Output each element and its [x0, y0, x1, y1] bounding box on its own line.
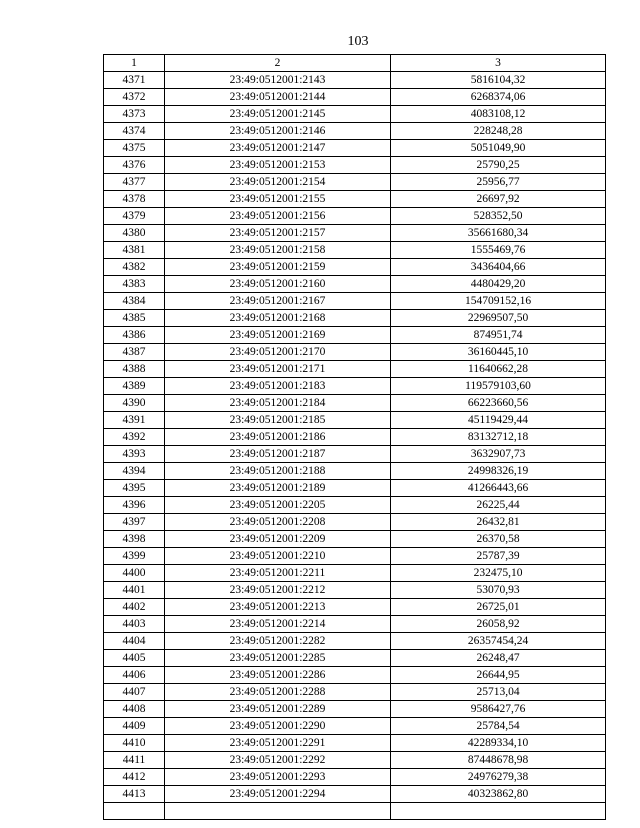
table-row — [104, 548, 606, 565]
value-cell: 41266443,66 — [391, 480, 606, 497]
table-row — [104, 242, 606, 259]
cadastral-number-cell: 23:49:0512001:2186 — [165, 429, 391, 446]
table-row — [104, 344, 606, 361]
value-cell: 24998326,19 — [391, 463, 606, 480]
cadastral-number-cell: 23:49:0512001:2157 — [165, 225, 391, 242]
row-number-cell: 4389 — [104, 378, 165, 395]
cadastral-number-cell: 23:49:0512001:2171 — [165, 361, 391, 378]
row-number-cell: 4375 — [104, 140, 165, 157]
cadastral-number-cell: 23:49:0512001:2293 — [165, 769, 391, 786]
cadastral-number-cell: 23:49:0512001:2169 — [165, 327, 391, 344]
table-row — [104, 123, 606, 140]
cadastral-number-cell: 23:49:0512001:2289 — [165, 701, 391, 718]
cadastral-number-cell: 23:49:0512001:2187 — [165, 446, 391, 463]
table-row — [104, 361, 606, 378]
cadastral-number-cell: 23:49:0512001:2285 — [165, 650, 391, 667]
empty-cell — [104, 803, 165, 820]
value-cell: 11640662,28 — [391, 361, 606, 378]
table-row — [104, 480, 606, 497]
value-cell: 119579103,60 — [391, 378, 606, 395]
table-row-empty — [104, 803, 606, 820]
row-number-cell: 4395 — [104, 480, 165, 497]
value-cell: 26725,01 — [391, 599, 606, 616]
value-cell: 154709152,16 — [391, 293, 606, 310]
row-number-cell: 4393 — [104, 446, 165, 463]
row-number-cell: 4392 — [104, 429, 165, 446]
cadastral-number-cell: 23:49:0512001:2209 — [165, 531, 391, 548]
table-row — [104, 752, 606, 769]
row-number-cell: 4394 — [104, 463, 165, 480]
table-row — [104, 208, 606, 225]
cadastral-number-cell: 23:49:0512001:2145 — [165, 106, 391, 123]
value-cell: 24976279,38 — [391, 769, 606, 786]
value-cell: 26058,92 — [391, 616, 606, 633]
header-col-1: 1 — [104, 55, 165, 72]
cadastral-number-cell: 23:49:0512001:2154 — [165, 174, 391, 191]
cadastral-table — [103, 54, 606, 820]
cadastral-number-cell: 23:49:0512001:2212 — [165, 582, 391, 599]
value-cell: 26370,58 — [391, 531, 606, 548]
cadastral-number-cell: 23:49:0512001:2286 — [165, 667, 391, 684]
row-number-cell: 4408 — [104, 701, 165, 718]
table-row — [104, 633, 606, 650]
cadastral-number-cell: 23:49:0512001:2146 — [165, 123, 391, 140]
cadastral-number-cell: 23:49:0512001:2205 — [165, 497, 391, 514]
cadastral-number-cell: 23:49:0512001:2189 — [165, 480, 391, 497]
row-number-cell: 4397 — [104, 514, 165, 531]
row-number-cell: 4387 — [104, 344, 165, 361]
value-cell: 25790,25 — [391, 157, 606, 174]
value-cell: 66223660,56 — [391, 395, 606, 412]
table-row — [104, 514, 606, 531]
value-cell: 42289334,10 — [391, 735, 606, 752]
cadastral-number-cell: 23:49:0512001:2155 — [165, 191, 391, 208]
cadastral-number-cell: 23:49:0512001:2143 — [165, 72, 391, 89]
value-cell: 26248,47 — [391, 650, 606, 667]
table-row — [104, 701, 606, 718]
table-row — [104, 89, 606, 106]
row-number-cell: 4384 — [104, 293, 165, 310]
table-row — [104, 497, 606, 514]
table-row — [104, 378, 606, 395]
table-body — [104, 72, 606, 820]
cadastral-number-cell: 23:49:0512001:2292 — [165, 752, 391, 769]
row-number-cell: 4377 — [104, 174, 165, 191]
empty-cell — [165, 803, 391, 820]
table-row — [104, 191, 606, 208]
table-row — [104, 412, 606, 429]
value-cell: 9586427,76 — [391, 701, 606, 718]
value-cell: 3436404,66 — [391, 259, 606, 276]
value-cell: 4083108,12 — [391, 106, 606, 123]
cadastral-number-cell: 23:49:0512001:2156 — [165, 208, 391, 225]
cadastral-number-cell: 23:49:0512001:2288 — [165, 684, 391, 701]
row-number-cell: 4404 — [104, 633, 165, 650]
header-row — [104, 55, 606, 72]
row-number-cell: 4386 — [104, 327, 165, 344]
row-number-cell: 4381 — [104, 242, 165, 259]
row-number-cell: 4390 — [104, 395, 165, 412]
row-number-cell: 4399 — [104, 548, 165, 565]
cadastral-number-cell: 23:49:0512001:2159 — [165, 259, 391, 276]
table-header — [104, 55, 606, 72]
cadastral-number-cell: 23:49:0512001:2188 — [165, 463, 391, 480]
value-cell: 1555469,76 — [391, 242, 606, 259]
value-cell: 26644,95 — [391, 667, 606, 684]
value-cell: 83132712,18 — [391, 429, 606, 446]
row-number-cell: 4374 — [104, 123, 165, 140]
value-cell: 35661680,34 — [391, 225, 606, 242]
page-number: 103 — [347, 34, 369, 49]
table-row — [104, 769, 606, 786]
cadastral-number-cell: 23:49:0512001:2213 — [165, 599, 391, 616]
row-number-cell: 4383 — [104, 276, 165, 293]
cadastral-number-cell: 23:49:0512001:2184 — [165, 395, 391, 412]
row-number-cell: 4373 — [104, 106, 165, 123]
row-number-cell: 4410 — [104, 735, 165, 752]
row-number-cell: 4412 — [104, 769, 165, 786]
table-row — [104, 684, 606, 701]
row-number-cell: 4401 — [104, 582, 165, 599]
value-cell: 22969507,50 — [391, 310, 606, 327]
cadastral-number-cell: 23:49:0512001:2290 — [165, 718, 391, 735]
row-number-cell: 4400 — [104, 565, 165, 582]
row-number-cell: 4402 — [104, 599, 165, 616]
table-row — [104, 395, 606, 412]
value-cell: 26225,44 — [391, 497, 606, 514]
table-row — [104, 667, 606, 684]
value-cell: 25713,04 — [391, 684, 606, 701]
value-cell: 4480429,20 — [391, 276, 606, 293]
row-number-cell: 4409 — [104, 718, 165, 735]
cadastral-number-cell: 23:49:0512001:2214 — [165, 616, 391, 633]
table-row — [104, 463, 606, 480]
cadastral-number-cell: 23:49:0512001:2185 — [165, 412, 391, 429]
value-cell: 232475,10 — [391, 565, 606, 582]
cadastral-number-cell: 23:49:0512001:2282 — [165, 633, 391, 650]
value-cell: 25956,77 — [391, 174, 606, 191]
row-number-cell: 4379 — [104, 208, 165, 225]
cadastral-number-cell: 23:49:0512001:2294 — [165, 786, 391, 803]
table-row — [104, 565, 606, 582]
table-row — [104, 531, 606, 548]
cadastral-number-cell: 23:49:0512001:2144 — [165, 89, 391, 106]
cadastral-number-cell: 23:49:0512001:2170 — [165, 344, 391, 361]
value-cell: 228248,28 — [391, 123, 606, 140]
header-col-3: 3 — [391, 55, 606, 72]
cadastral-number-cell: 23:49:0512001:2210 — [165, 548, 391, 565]
table-row — [104, 582, 606, 599]
cadastral-number-cell: 23:49:0512001:2291 — [165, 735, 391, 752]
value-cell: 874951,74 — [391, 327, 606, 344]
value-cell: 5816104,32 — [391, 72, 606, 89]
table-row — [104, 140, 606, 157]
row-number-cell: 4380 — [104, 225, 165, 242]
header-col-2: 2 — [165, 55, 391, 72]
table-row — [104, 718, 606, 735]
cadastral-number-cell: 23:49:0512001:2183 — [165, 378, 391, 395]
cadastral-number-cell: 23:49:0512001:2167 — [165, 293, 391, 310]
value-cell: 53070,93 — [391, 582, 606, 599]
table-row — [104, 786, 606, 803]
row-number-cell: 4403 — [104, 616, 165, 633]
row-number-cell: 4372 — [104, 89, 165, 106]
row-number-cell: 4388 — [104, 361, 165, 378]
value-cell: 5051049,90 — [391, 140, 606, 157]
table-row — [104, 599, 606, 616]
row-number-cell: 4385 — [104, 310, 165, 327]
row-number-cell: 4396 — [104, 497, 165, 514]
table-row — [104, 106, 606, 123]
row-number-cell: 4413 — [104, 786, 165, 803]
table-row — [104, 650, 606, 667]
row-number-cell: 4405 — [104, 650, 165, 667]
cadastral-number-cell: 23:49:0512001:2211 — [165, 565, 391, 582]
row-number-cell: 4378 — [104, 191, 165, 208]
value-cell: 25787,39 — [391, 548, 606, 565]
cadastral-number-cell: 23:49:0512001:2160 — [165, 276, 391, 293]
cadastral-number-cell: 23:49:0512001:2147 — [165, 140, 391, 157]
row-number-cell: 4398 — [104, 531, 165, 548]
table-row — [104, 259, 606, 276]
value-cell: 26357454,24 — [391, 633, 606, 650]
value-cell: 6268374,06 — [391, 89, 606, 106]
empty-cell — [391, 803, 606, 820]
table-row — [104, 327, 606, 344]
row-number-cell: 4371 — [104, 72, 165, 89]
cadastral-number-cell: 23:49:0512001:2158 — [165, 242, 391, 259]
table-row — [104, 310, 606, 327]
table-row — [104, 225, 606, 242]
row-number-cell: 4411 — [104, 752, 165, 769]
value-cell: 45119429,44 — [391, 412, 606, 429]
table-row — [104, 616, 606, 633]
row-number-cell: 4407 — [104, 684, 165, 701]
cadastral-number-cell: 23:49:0512001:2153 — [165, 157, 391, 174]
value-cell: 26432,81 — [391, 514, 606, 531]
table-row — [104, 157, 606, 174]
cadastral-number-cell: 23:49:0512001:2168 — [165, 310, 391, 327]
cadastral-number-cell: 23:49:0512001:2208 — [165, 514, 391, 531]
value-cell: 26697,92 — [391, 191, 606, 208]
row-number-cell: 4382 — [104, 259, 165, 276]
row-number-cell: 4391 — [104, 412, 165, 429]
value-cell: 3632907,73 — [391, 446, 606, 463]
row-number-cell: 4406 — [104, 667, 165, 684]
value-cell: 25784,54 — [391, 718, 606, 735]
table-row — [104, 429, 606, 446]
row-number-cell: 4376 — [104, 157, 165, 174]
table-row — [104, 276, 606, 293]
table-row — [104, 174, 606, 191]
value-cell: 87448678,98 — [391, 752, 606, 769]
value-cell: 40323862,80 — [391, 786, 606, 803]
table-row — [104, 72, 606, 89]
table-row — [104, 446, 606, 463]
value-cell: 528352,50 — [391, 208, 606, 225]
value-cell: 36160445,10 — [391, 344, 606, 361]
table-row — [104, 735, 606, 752]
table-row — [104, 293, 606, 310]
